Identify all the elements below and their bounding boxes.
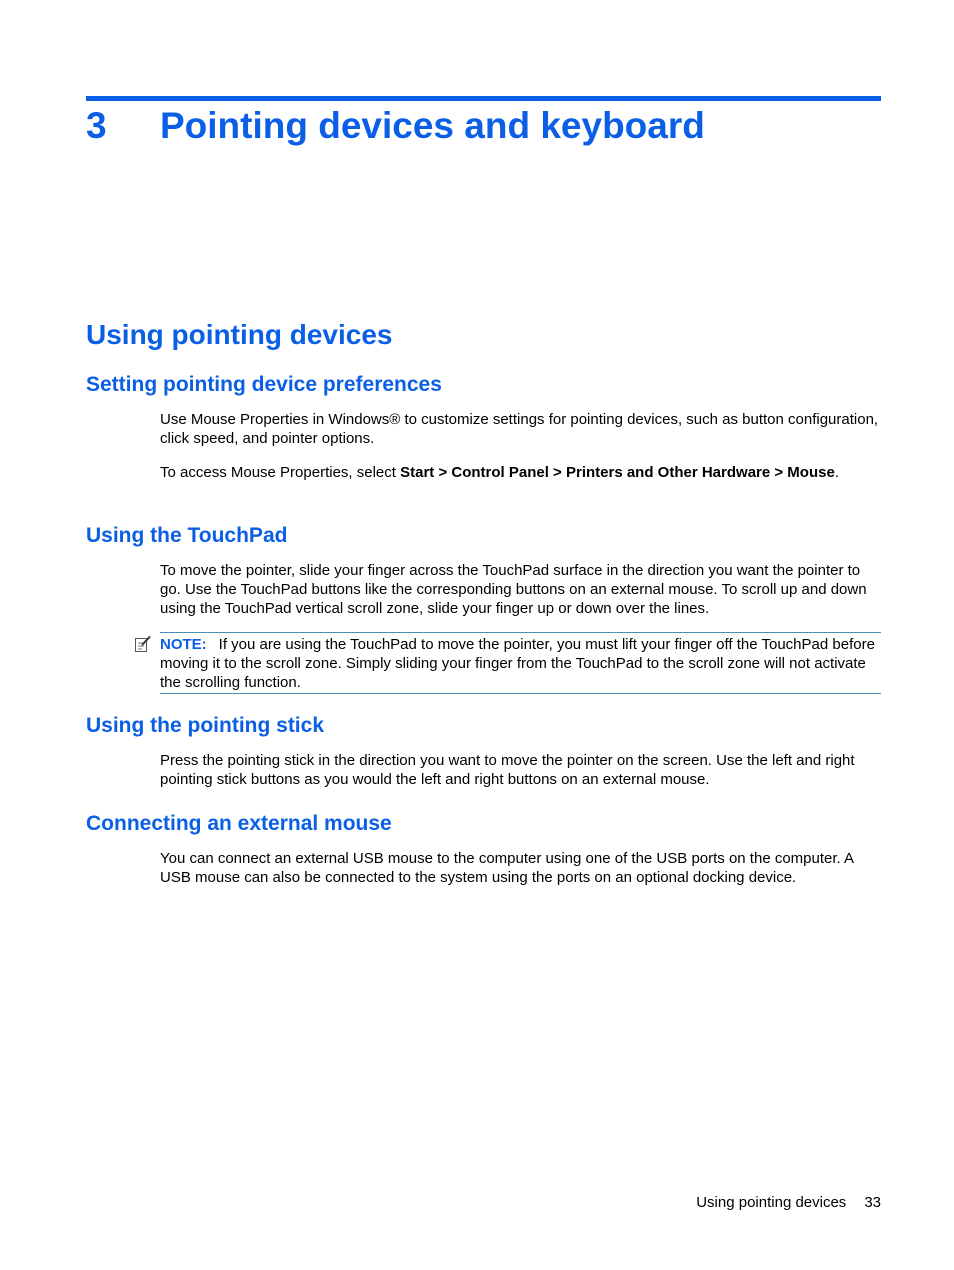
preferences-heading: Setting pointing device preferences (86, 373, 442, 396)
note-label: NOTE: (160, 636, 207, 653)
chapter-number: 3 (86, 105, 107, 146)
pointing-stick-paragraph: Press the pointing stick in the direction you want to move the pointer on the screen. Use the left and right pointing stick buttons as you would the left and right buttons on an external mouse. (160, 752, 855, 788)
preferences-paragraph-2-prefix: To access Mouse Properties, select (160, 464, 401, 481)
mouse-properties-path: Start > Control Panel > Printers and Other Hardware > Mouse (400, 464, 835, 481)
note-pencil-icon (134, 635, 152, 653)
touchpad-heading: Using the TouchPad (86, 524, 288, 547)
pointing-stick-heading: Using the pointing stick (86, 714, 325, 737)
note-text: If you are using the TouchPad to move the pointer, you must lift your finger off the TouchPad before moving it to the scroll zone. Simply sliding your finger from the TouchPad to the scroll zone will not activate the scrolling function. (160, 636, 875, 691)
chapter-heading (86, 104, 705, 150)
page-footer (696, 1193, 881, 1212)
chapter-rule (86, 96, 881, 101)
external-mouse-paragraph: You can connect an external USB mouse to the computer using one of the USB ports on the computer. A USB mouse can also be connected to the system using the ports on an optional docking device. (160, 850, 854, 886)
touchpad-paragraph: To move the pointer, slide your finger across the TouchPad surface in the direction you want the pointer to go. Use the TouchPad buttons like the corresponding buttons on an external mouse. To scroll up and down using the TouchPad vertical scroll zone, slide your finger up or down over the lines. (160, 562, 867, 617)
preferences-paragraph-1: Use Mouse Properties in Windows® to customize settings for pointing devices, such as button configuration, click speed, and pointer options. (160, 411, 879, 447)
chapter-title: Pointing devices and keyboard (160, 105, 705, 146)
page-number: 33 (864, 1194, 881, 1211)
footer-section-title: Using pointing devices (696, 1194, 847, 1211)
note-box (160, 632, 881, 694)
section-title: Using pointing devices (86, 319, 393, 350)
preferences-paragraph-2-suffix: . (834, 464, 839, 481)
external-mouse-heading: Connecting an external mouse (86, 812, 392, 835)
preferences-paragraph-2 (160, 463, 882, 482)
